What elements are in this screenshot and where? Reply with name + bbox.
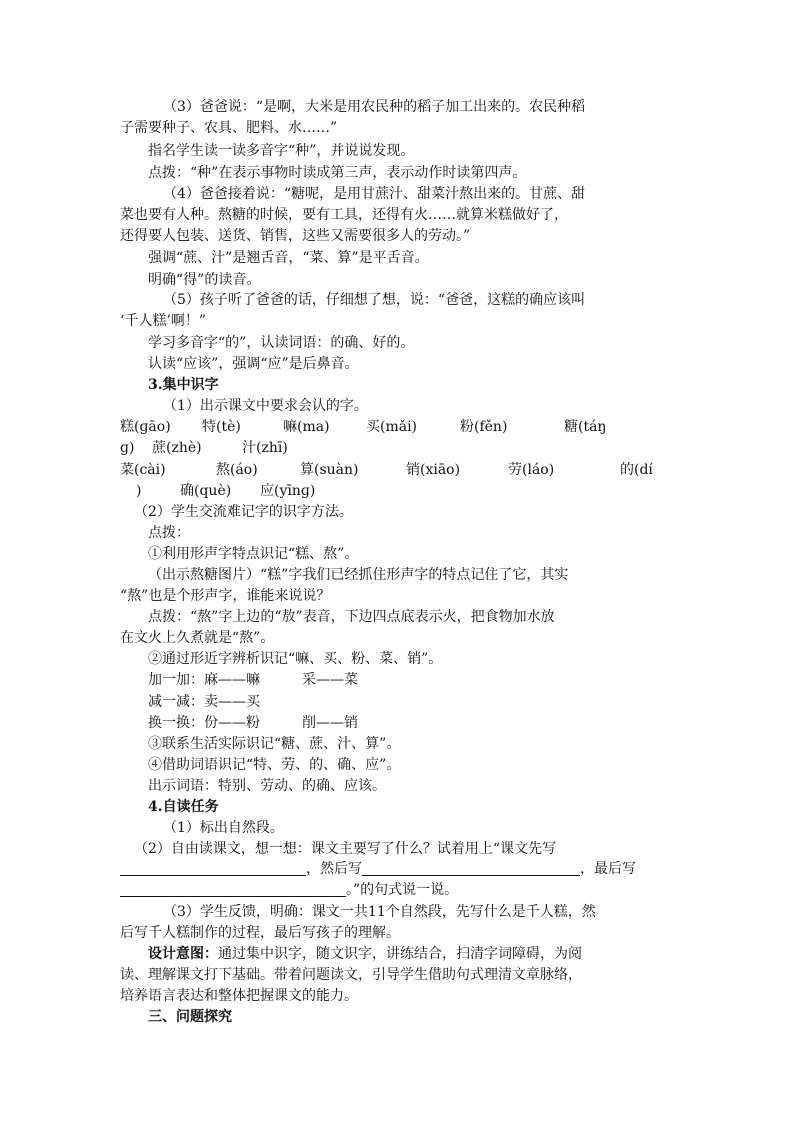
paragraph-line: 还得要人包装、送货、销售，这些又需要很多人的劳动。”: [120, 228, 471, 244]
paragraph-line: 换一换：份——粉 削——销: [148, 715, 358, 731]
design-intent-line-1: [148, 944, 704, 965]
pinyin-character: ɡ): [120, 440, 135, 456]
paragraph-line: “熬”也是个形声字，谁能来说说？: [120, 588, 331, 604]
fill-in-line-1: [120, 859, 676, 880]
fill-text-then: ，然后写: [306, 861, 362, 877]
pinyin-character: 确(què): [180, 483, 232, 499]
pinyin-character: 应(yīnɡ): [260, 483, 316, 499]
design-intent-line-3: 培养语言表达和整体把握课文的能力。: [120, 988, 358, 1004]
paragraph-line: ①利用形声字特点识记“糕、熬”。: [148, 546, 359, 562]
paragraph-line: 在文火上久煮就是“熬”。: [120, 630, 275, 646]
paragraph-line: （3）学生反馈，明确：课文一共11个自然段，先写什么是千人糕，然: [163, 904, 596, 920]
paragraph-line: ④借助词语识记“特、劳、的、确、应”。: [148, 757, 401, 773]
pinyin-character: 糖(táŋ: [564, 419, 607, 435]
paragraph-line: （5）孩子听了爸爸的话，仔细想了想，说：“爸爸，这糕的确应该叫: [163, 292, 586, 308]
paragraph-line: 点拨：“种”在表示事物时读成第三声，表示动作时读第四声。: [148, 165, 527, 181]
pinyin-character: 算(suàn): [300, 462, 359, 478]
paragraph-line: 加一加：麻——嘛 采——菜: [148, 672, 358, 688]
pinyin-character: 糕(ɡāo): [120, 419, 171, 435]
paragraph-line: ②通过形近字辨析识记“嘛、买、粉、菜、销”。: [148, 651, 443, 667]
paragraph-line: 子需要种子、农具、肥料、水……”: [120, 120, 338, 136]
paragraph-line: 后写千人糕制作的过程，最后写孩子的理解。: [120, 925, 400, 941]
pinyin-character: 蔗(zhè): [152, 440, 202, 456]
paragraph-line: ‘千人糕’啊！”: [120, 313, 207, 329]
design-intent-text-1: 通过集中识字，随文识字，讲练结合，扫清字词障碍，为阅: [218, 946, 582, 962]
pinyin-character: 熬(áo): [216, 462, 258, 478]
paragraph-line: （4）爸爸接着说：“糖呢，是用甘蔗汁、甜菜汁熬出来的。甘蔗、甜: [163, 186, 586, 202]
paragraph-line: （1）标出自然段。: [163, 820, 284, 836]
pinyin-character: 的(dí: [620, 462, 653, 478]
paragraph-line: 出示词语：特别、劳动、的确、应该。: [148, 778, 386, 794]
section-heading-problem-inquiry: 三、问题探究: [148, 1009, 232, 1025]
pinyin-character: 买(mǎi): [366, 419, 418, 435]
paragraph-line: ③联系生活实际识记“糖、蔗、汁、算”。: [148, 736, 401, 752]
paragraph-line: 4.自读任务: [148, 799, 219, 815]
paragraph-line: （2）自由读课文，想一想：课文主要写了什么？试着用上“课文先写: [134, 841, 557, 857]
answer-blank-2[interactable]: [362, 861, 580, 876]
fill-text-finally: ，最后写: [580, 861, 636, 877]
paragraph-line: （出示熬糖图片）“糕”字我们已经抓住形声字的特点记住了它，其实: [148, 567, 569, 583]
paragraph-line: 明确“得”的读音。: [148, 272, 261, 288]
paragraph-line: 3.集中识字: [148, 377, 219, 393]
paragraph-line: （3）爸爸说：“是啊，大米是用农民种的稻子加工出来的。农民种稻: [163, 99, 586, 115]
paragraph-line: 指名学生读一读多音字“种”，并说说发现。: [148, 143, 415, 159]
paragraph-line: 点拨：: [148, 525, 190, 541]
paragraph-line: 认读“应该”，强调“应”是后鼻音。: [148, 356, 359, 372]
pinyin-character: 嘛(ma): [283, 419, 330, 435]
pinyin-character: 劳(láo): [508, 462, 555, 478]
fill-text-end: 。”的句式说一说。: [346, 882, 459, 898]
paragraph-line: （2）学生交流难记字的识字方法。: [134, 504, 353, 520]
pinyin-character: 汁(zhī): [242, 440, 288, 456]
paragraph-line: （1）出示课文中要求会认的字。: [163, 398, 368, 414]
paragraph-line: 减一减：卖——买: [148, 694, 260, 710]
design-intent-label: 设计意图：: [148, 946, 218, 962]
paragraph-line: 强调“蔗、汁”是翘舌音，“菜、算”是平舌音。: [148, 250, 429, 266]
design-intent-line-2: 读、理解课文打下基础。带着问题读文，引导学生借助句式理清文章脉络，: [120, 967, 582, 983]
pinyin-character: ): [136, 483, 142, 499]
answer-blank-1[interactable]: [120, 861, 306, 876]
fill-in-line-2: [120, 880, 676, 901]
answer-blank-3[interactable]: [120, 882, 346, 897]
pinyin-character: 菜(cài): [120, 462, 166, 478]
paragraph-line: 点拨：“熬”字上边的“敖”表音，下边四点底表示火，把食物加水放: [148, 609, 555, 625]
pinyin-character: 粉(fěn): [460, 419, 508, 435]
paragraph-line: 学习多音字“的”，认读词语：的确、好的。: [148, 335, 415, 351]
pinyin-character: 特(tè): [202, 419, 241, 435]
paragraph-line: 菜也要有人种。熬糖的时候，要有工具，还得有火……就算米糕做好了，: [120, 207, 568, 223]
pinyin-character: 销(xiāo): [406, 462, 461, 478]
